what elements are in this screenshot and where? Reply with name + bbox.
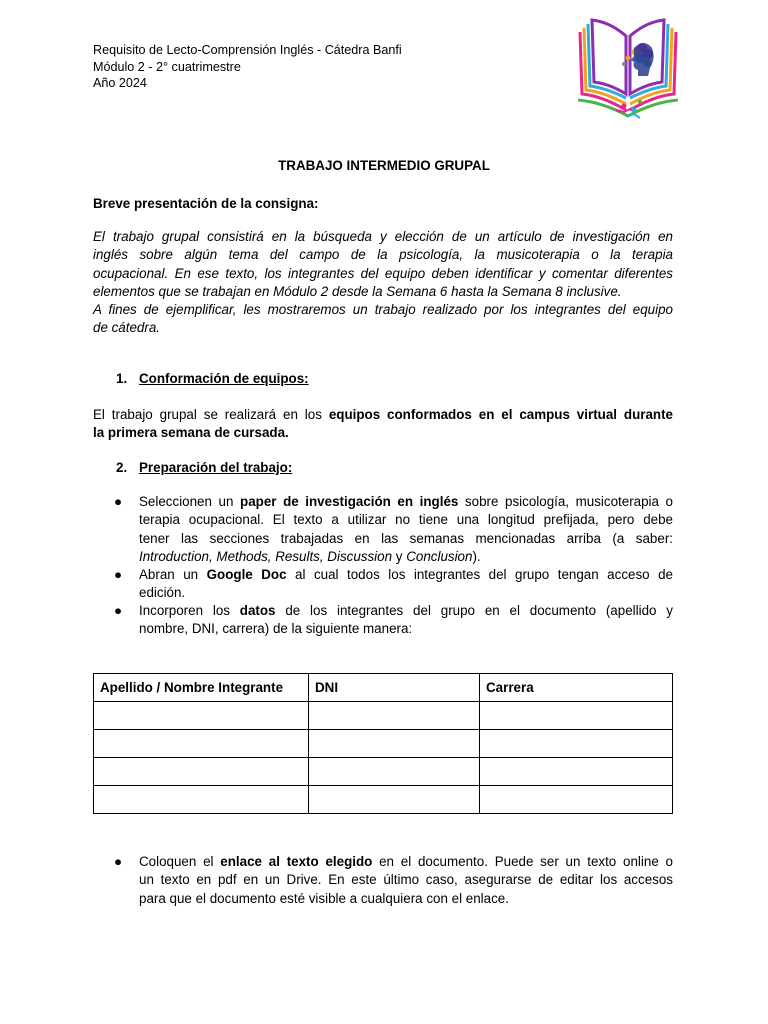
table-header-cell: DNI [309,674,480,702]
intro-paragraph [93,228,673,338]
text-run: y [392,548,407,564]
table-row [94,786,673,814]
table-cell[interactable] [94,730,309,758]
table-header-row [94,674,673,702]
table-cell[interactable] [309,786,480,814]
table-row [94,730,673,758]
section-title: Conformación de equipos: [139,371,309,386]
bullet-icon: ● [114,854,123,869]
table-cell[interactable] [480,758,673,786]
intro-line: ocupacional. En ese texto, los integrantes del equipo deben identificar y comentar diferentes [93,265,673,281]
members-table [93,673,673,814]
text-run: en el documento. Puede ser un texto online o [372,854,673,869]
section-number: 2. [116,460,128,475]
intro-line: de cátedra. [93,320,160,336]
table-cell[interactable] [94,786,309,814]
table-cell[interactable] [480,702,673,730]
table-cell[interactable] [309,702,480,730]
document-title: TRABAJO INTERMEDIO GRUPAL [278,158,490,173]
table-row [94,758,673,786]
text-run-bold: Google Doc [206,567,287,582]
table-cell[interactable] [309,758,480,786]
text-line: para que el documento esté visible a cualquiera con el enlace. [139,890,509,906]
section-2-heading [116,460,292,475]
bullet-item [139,566,673,603]
header-year: Año 2024 [93,76,147,90]
text-line: terapia ocupacional. El texto a utilizar no tiene una longitud prefijada, pero debe [139,512,673,528]
text-run: de los integrantes del grupo en el documento (apellido y [275,603,673,618]
table-cell[interactable] [94,702,309,730]
text-run: Incorporen los [139,603,240,618]
table-header-cell: Carrera [480,674,673,702]
text-run: sobre psicología, musicoterapia o [458,494,673,509]
section-1-text [93,406,673,443]
section-1-heading [116,371,309,386]
intro-line: inglés sobre algún tema del campo de la psicología, la musicoterapia o la terapia [93,247,673,263]
text-run-italic: Introduction, Methods, Results, Discussion [139,548,393,564]
table-cell[interactable] [480,786,673,814]
bullet-item [139,493,673,566]
text-run: Seleccionen un [139,494,241,509]
text-run-bold: enlace al texto elegido [220,854,373,869]
text-run: El trabajo grupal se realizará en los [93,407,329,422]
text-run-bold: la primera semana de cursada. [93,425,289,441]
section-number: 1. [116,371,128,386]
text-line: un texto en pdf en un Drive. En este último caso, asegurarse de editar los accesos [139,872,673,888]
document-header [93,42,402,92]
bullet-item [139,602,673,639]
section-title: Preparación del trabajo: [139,460,293,475]
intro-line: elementos que se trabajan en Módulo 2 desde la Semana 6 hasta la Semana 8 inclusive. [93,283,622,299]
text-run: Coloquen el [139,854,221,869]
header-module: Módulo 2 - 2° cuatrimestre [93,59,241,74]
intro-heading: Breve presentación de la consigna: [93,196,319,211]
text-run: ). [472,548,481,564]
text-run: Abran un [139,567,207,582]
bullet-icon: ● [114,603,123,618]
open-book-logo-icon [572,18,684,122]
bullet-icon: ● [114,567,123,582]
text-line: edición. [139,585,186,601]
text-line: nombre, DNI, carrera) de la siguiente manera: [139,621,413,637]
bullet-icon: ● [114,494,123,509]
text-run-italic: Conclusion [406,548,473,564]
text-line: tener las secciones trabajadas en las semanas mencionadas arriba (a saber: [139,530,673,546]
table-row [94,702,673,730]
header-course: Requisito de Lecto-Comprensión Inglés - Cátedra Banfi [93,43,402,57]
intro-line: El trabajo grupal consistirá en la búsqueda y elección de un artículo de investigación en [93,229,673,244]
table-cell[interactable] [480,730,673,758]
text-run-bold: paper de investigación en inglés [240,494,459,509]
bullet-item [139,853,673,908]
text-run-bold: equipos conformados en el campus virtual durante [328,407,673,422]
table-header-cell: Apellido / Nombre Integrante [94,674,309,702]
text-run-bold: datos [239,603,276,618]
intro-line: A fines de ejemplificar, les mostraremos un trabajo realizado por los integrantes del equipo [93,302,673,318]
table-cell[interactable] [309,730,480,758]
table-cell[interactable] [94,758,309,786]
text-run: al cual todos los integrantes del grupo tengan acceso de [286,567,674,582]
